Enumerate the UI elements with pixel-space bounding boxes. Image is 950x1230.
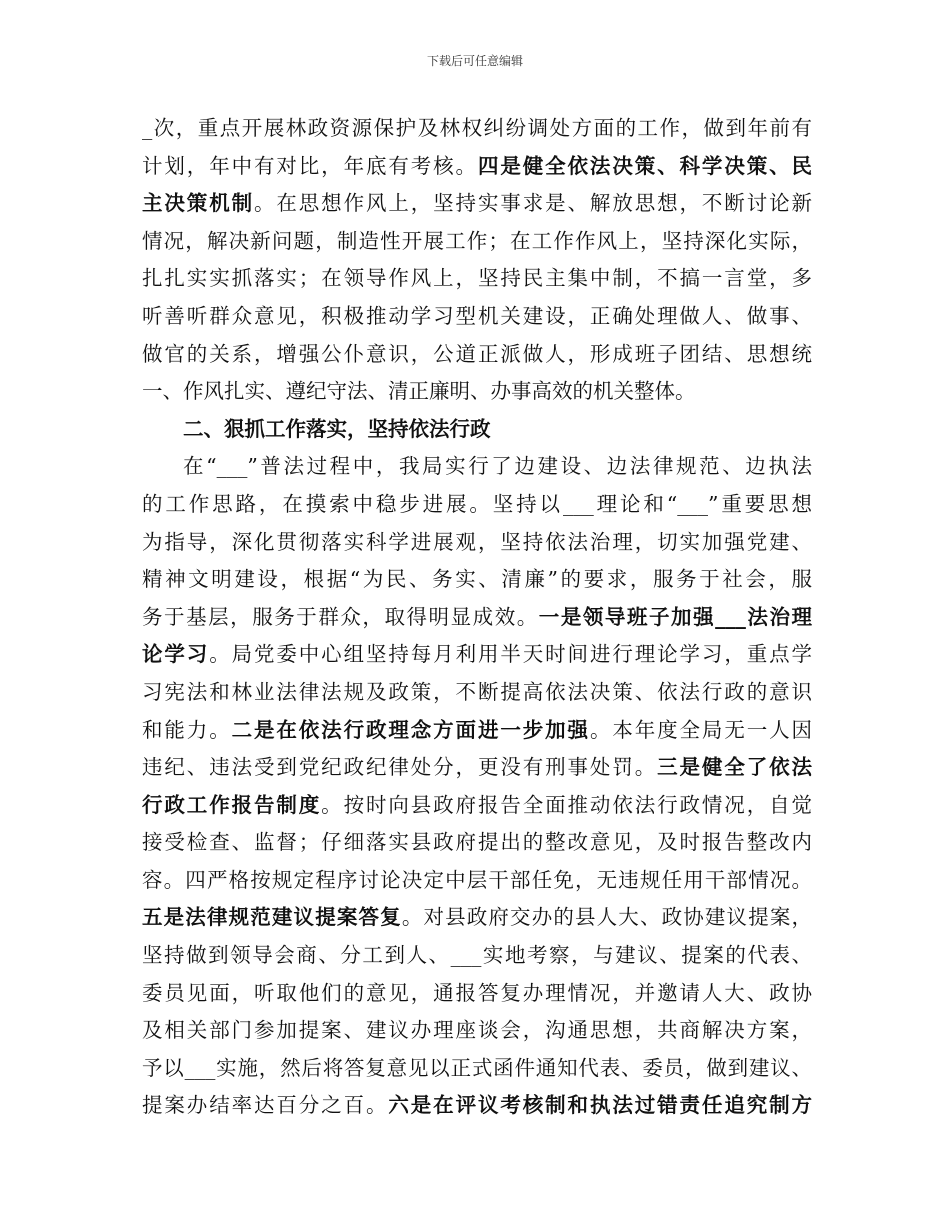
bold-text-segment: 主决策机制: [142, 191, 254, 216]
bold-text-segment: 一是领导班子加强___法治理: [538, 604, 812, 629]
text-line: [142, 975, 812, 1013]
bold-text-segment: 五是法律规范建议提案答复: [142, 905, 402, 930]
text-line: [142, 448, 812, 486]
text-segment: 和能力。: [142, 717, 232, 742]
text-line: [142, 411, 812, 449]
text-line: [142, 599, 812, 637]
text-line: [142, 298, 812, 336]
document-body: [142, 110, 812, 1125]
text-line: [142, 1012, 812, 1050]
text-line: [142, 899, 812, 937]
bold-text-segment: 论学习: [142, 642, 210, 667]
text-segment: 习宪法和林业法律法规及政策，不断提高依法决策、依法行政的意识: [142, 679, 812, 704]
text-line: [142, 1050, 812, 1088]
bold-text-segment: 六是在评议考核制和执法过错责任追究制方: [388, 1093, 812, 1118]
text-segment: 容。四严格按规定程序讨论决定中层干部任免，无违规任用干部情况。: [142, 867, 812, 892]
text-segment: 。对县政府交办的县人大、政协建议提案，: [401, 905, 812, 930]
text-segment: 计划，年中有对比，年底有考核。: [142, 153, 478, 178]
text-segment: 的工作思路，在摸索中稳步进展。坚持以___理论和“___”重要思想: [142, 491, 812, 516]
text-line: [142, 636, 812, 674]
text-segment: 。本年度全局无一人因: [589, 717, 812, 742]
text-segment: 为指导，深化贯彻落实科学进展观，坚持依法治理，切实加强党建、: [142, 529, 812, 554]
text-line: [142, 148, 812, 186]
page-header: 下载后可任意编辑: [426, 54, 523, 68]
text-line: [142, 824, 812, 862]
text-segment: 接受检查、监督；仔细落实县政府提出的整改意见，及时报告整改内: [142, 830, 812, 855]
text-segment: _次，重点开展林政资源保护及林权纠纷调处方面的工作，做到年前有: [142, 116, 812, 140]
bold-text-segment: 行政工作报告制度: [142, 792, 322, 817]
text-line: [142, 1087, 812, 1125]
bold-text-segment: 二、狠抓工作落实，坚持依法行政: [183, 416, 491, 441]
text-segment: 。按时向县政府报告全面推动依法行政情况，自觉: [321, 792, 812, 817]
text-segment: 违纪、违法受到党纪政纪律处分，更没有刑事处罚。: [142, 755, 658, 780]
text-line: [142, 524, 812, 562]
bold-text-segment: 二是在依法行政理念方面进一步加强: [231, 717, 590, 742]
text-segment: 扎扎实实抓落实；在领导作风上，坚持民主集中制，不搞一言堂，多: [142, 266, 812, 291]
bold-text-segment: 三是健全了依法: [657, 755, 812, 780]
text-line: [142, 862, 812, 900]
text-segment: 提案办结率达百分之百。: [142, 1093, 389, 1118]
text-line: [142, 712, 812, 750]
text-line: [142, 260, 812, 298]
text-line: [142, 561, 812, 599]
text-segment: 情况，解决新问题，制造性开展工作；在工作作风上，坚持深化实际，: [142, 228, 812, 253]
text-line: [142, 373, 812, 411]
text-line: [142, 937, 812, 975]
text-line: [142, 787, 812, 825]
text-line: [142, 223, 812, 261]
text-line: [142, 110, 812, 148]
text-segment: 。局党委中心组坚持每月利用半天时间进行理论学习，重点学: [209, 642, 812, 667]
text-segment: 做官的关系，增强公仆意识，公道正派做人，形成班子团结、思想统: [142, 341, 812, 366]
text-segment: 一、作风扎实、遵纪守法、清正廉明、办事高效的机关整体。: [142, 379, 696, 404]
text-segment: 听善听群众意见，积极推动学习型机关建设，正确处理做人、做事、: [142, 303, 812, 328]
text-segment: 及相关部门参加提案、建议办理座谈会，沟通思想，共商解决方案，: [142, 1018, 812, 1043]
bold-text-segment: 四是健全依法决策、科学决策、民: [477, 153, 812, 178]
text-line: [142, 749, 812, 787]
text-line: [142, 336, 812, 374]
text-segment: 精神文明建设，根据“为民、务实、清廉”的要求，服务于社会，服: [142, 567, 812, 592]
text-segment: 。在思想作风上，坚持实事求是、解放思想，不断讨论新: [253, 191, 812, 216]
text-line: [142, 486, 812, 524]
text-segment: 予以___实施，然后将答复意见以正式函件通知代表、委员，做到建议、: [142, 1055, 812, 1080]
text-line: [142, 185, 812, 223]
text-segment: 在“___”普法过程中，我局实行了边建设、边法律规范、边执法: [183, 454, 812, 479]
text-segment: 务于基层，服务于群众，取得明显成效。: [142, 604, 539, 629]
text-line: [142, 674, 812, 712]
text-segment: 委员见面，听取他们的意见，通报答复办理情况，并邀请人大、政协: [142, 980, 812, 1005]
text-segment: 坚持做到领导会商、分工到人、___实地考察，与建议、提案的代表、: [142, 943, 812, 968]
